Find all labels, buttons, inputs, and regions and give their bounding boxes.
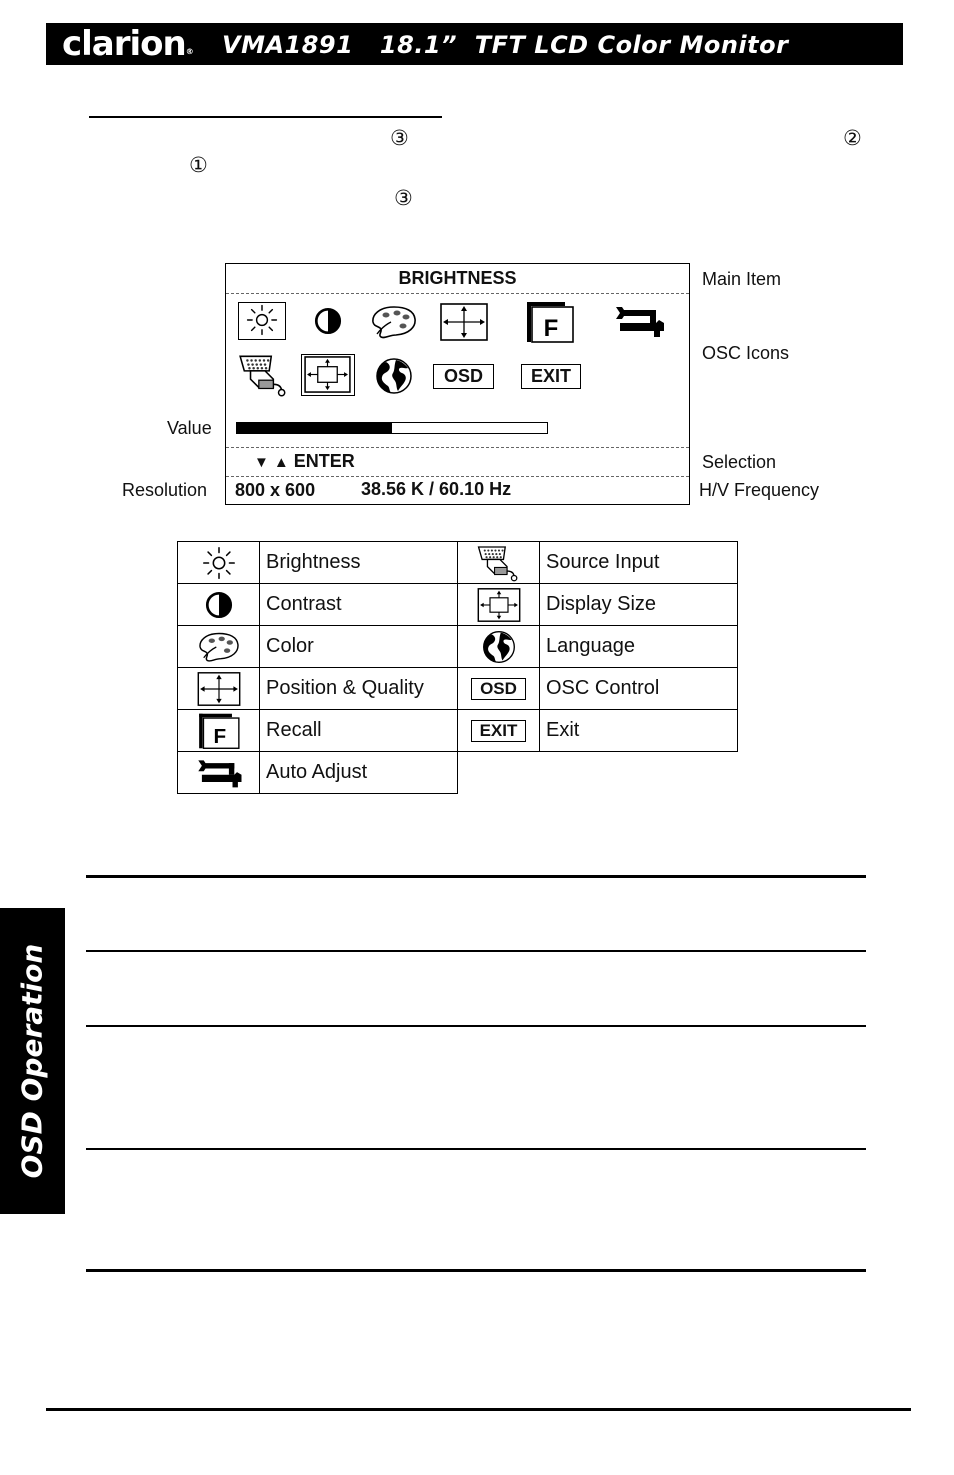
legend-label: Language	[540, 626, 738, 668]
down-arrow-icon: ▼	[254, 454, 269, 471]
legend-label: Display Size	[540, 584, 738, 626]
model-title: VMA1891 18.1” TFT LCD Color Monitor	[222, 31, 789, 59]
divider-dashed	[226, 447, 689, 448]
icon-legend-table	[177, 541, 738, 794]
step-marker-3: ③	[390, 126, 409, 150]
step-marker-3-second: ③	[394, 186, 413, 210]
position-arrows-icon	[438, 302, 490, 342]
section-rule	[89, 116, 442, 118]
color-palette-icon	[368, 302, 420, 342]
display-size-icon	[458, 584, 540, 626]
recall-icon	[521, 300, 579, 344]
value-bar-fill	[237, 423, 392, 433]
position-arrows-icon	[178, 668, 260, 710]
table-row	[178, 710, 738, 752]
brand-logo: clarion®	[62, 24, 193, 64]
source-input-icon	[458, 542, 540, 584]
osd-control-box: OSD	[433, 364, 494, 389]
globe-icon	[458, 626, 540, 668]
empty-cell	[458, 752, 738, 794]
step-marker-2: ②	[843, 126, 862, 150]
side-tab-label: OSD Operation	[15, 943, 49, 1179]
up-arrow-icon: ▲	[273, 454, 289, 471]
legend-label: Contrast	[260, 584, 458, 626]
callout-main-item: Main Item	[702, 269, 782, 289]
source-input-icon	[236, 352, 292, 398]
display-size-icon	[301, 354, 355, 396]
frequency-value: 38.56 K / 60.10 Hz	[361, 479, 512, 499]
callout-selection: Selection	[702, 452, 777, 472]
brightness-icon	[178, 542, 260, 584]
section-rule	[86, 950, 866, 952]
exit-box: EXIT	[471, 720, 527, 742]
enter-label: ENTER	[293, 451, 355, 471]
recall-icon	[178, 710, 260, 752]
header-bar	[46, 23, 903, 65]
section-rule	[86, 1148, 866, 1150]
osd-box-icon	[458, 668, 540, 710]
osd-box: OSD	[471, 678, 526, 700]
section-rule	[86, 875, 866, 878]
legend-label: Recall	[260, 710, 458, 752]
legend-label: Brightness	[260, 542, 458, 584]
legend-label: Source Input	[540, 542, 738, 584]
callout-hv-frequency: H/V Frequency	[699, 480, 820, 500]
legend-label: Auto Adjust	[260, 752, 458, 794]
callout-value: Value	[167, 418, 212, 438]
table-row	[178, 542, 738, 584]
osd-menu-diagram	[225, 263, 690, 505]
footer-rule	[46, 1408, 911, 1411]
auto-adjust-icon	[178, 752, 260, 794]
brightness-icon	[238, 302, 286, 340]
contrast-icon	[310, 302, 346, 340]
divider-dashed	[226, 476, 689, 477]
legend-label: Position & Quality	[260, 668, 458, 710]
table-row	[178, 668, 738, 710]
exit-box-icon	[458, 710, 540, 752]
callout-resolution: Resolution	[122, 480, 208, 500]
resolution-value: 800 x 600	[235, 480, 316, 500]
callout-osc-icons: OSC Icons	[702, 343, 790, 363]
side-tab	[0, 908, 65, 1214]
legend-label: OSC Control	[540, 668, 738, 710]
globe-icon	[374, 356, 414, 396]
color-palette-icon	[178, 626, 260, 668]
table-row	[178, 752, 738, 794]
step-marker-1: ①	[189, 153, 208, 177]
section-rule	[86, 1269, 866, 1272]
legend-label: Color	[260, 626, 458, 668]
main-item-title: BRIGHTNESS	[398, 268, 517, 288]
legend-label: Exit	[540, 710, 738, 752]
exit-box: EXIT	[521, 364, 581, 389]
selection-hint	[254, 451, 355, 472]
table-row	[178, 626, 738, 668]
table-row	[178, 584, 738, 626]
contrast-icon	[178, 584, 260, 626]
section-rule	[86, 1025, 866, 1027]
auto-adjust-icon	[611, 301, 667, 341]
divider-dashed	[226, 293, 689, 294]
value-bar	[236, 422, 548, 434]
